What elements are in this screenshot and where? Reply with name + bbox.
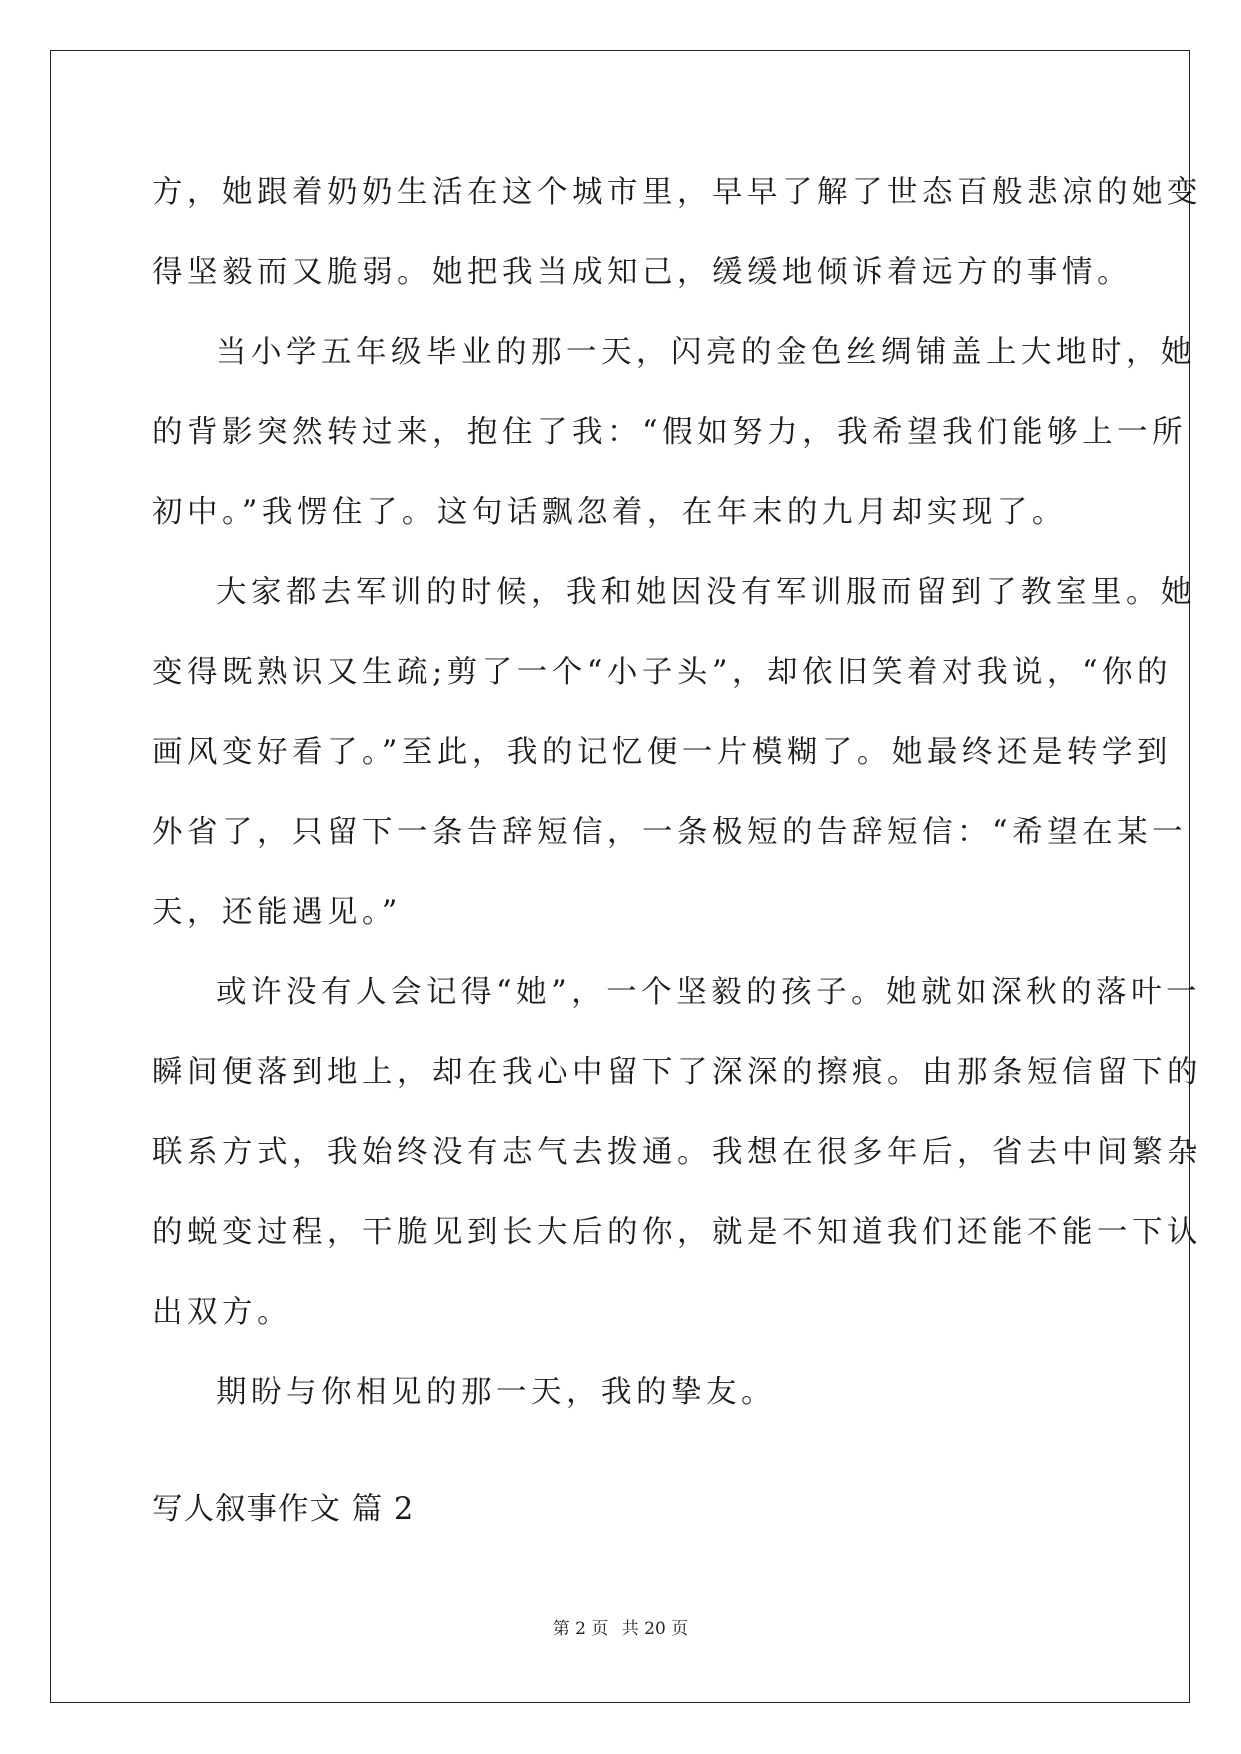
text-line: 期盼与你相见的那一天，我的挚友。 (216, 1375, 776, 1410)
text-line: 出双方。 (152, 1295, 292, 1330)
text-line: 当小学五年级毕业的那一天，闪亮的金色丝绸铺盖上大地时，她 (216, 335, 1196, 370)
text-line: 初中。”我愣住了。这句话飘忽着，在年末的九月却实现了。 (152, 495, 1067, 530)
text-line: 天，还能遇见。” (152, 895, 402, 930)
page-footer (0, 1614, 1241, 1639)
text-line: 画风变好看了。”至此，我的记忆便一片模糊了。她最终还是转学到 (152, 735, 1172, 770)
text-line: 的蜕变过程，干脆见到长大后的你，就是不知道我们还能不能一下认 (152, 1215, 1202, 1250)
page-number: 第 2 页 (552, 1619, 609, 1639)
text-line: 大家都去军训的时候，我和她因没有军训服而留到了教室里。她 (216, 575, 1196, 610)
text-line: 或许没有人会记得“她”，一个坚毅的孩子。她就如深秋的落叶一 (216, 975, 1202, 1010)
text-line: 变得既熟识又生疏;剪了一个“小子头”，却依旧笑着对我说，“你的 (152, 655, 1173, 690)
text-line: 的背影突然转过来，抱住了我：“假如努力，我希望我们能够上一所 (152, 415, 1188, 450)
section-heading: 写人叙事作文 篇 2 (152, 1492, 415, 1527)
document-body (152, 165, 1202, 1445)
text-line: 外省了，只留下一条告辞短信，一条极短的告辞短信：“希望在某一 (152, 815, 1188, 850)
text-line: 得坚毅而又脆弱。她把我当成知己，缓缓地倾诉着远方的事情。 (152, 255, 1132, 290)
text-line: 联系方式，我始终没有志气去拨通。我想在很多年后，省去中间繁杂 (152, 1135, 1202, 1170)
page-total: 共 20 页 (621, 1619, 689, 1639)
text-line: 方，她跟着奶奶生活在这个城市里，早早了解了世态百般悲凉的她变 (152, 175, 1202, 210)
text-line: 瞬间便落到地上，却在我心中留下了深深的擦痕。由那条短信留下的 (152, 1055, 1202, 1090)
